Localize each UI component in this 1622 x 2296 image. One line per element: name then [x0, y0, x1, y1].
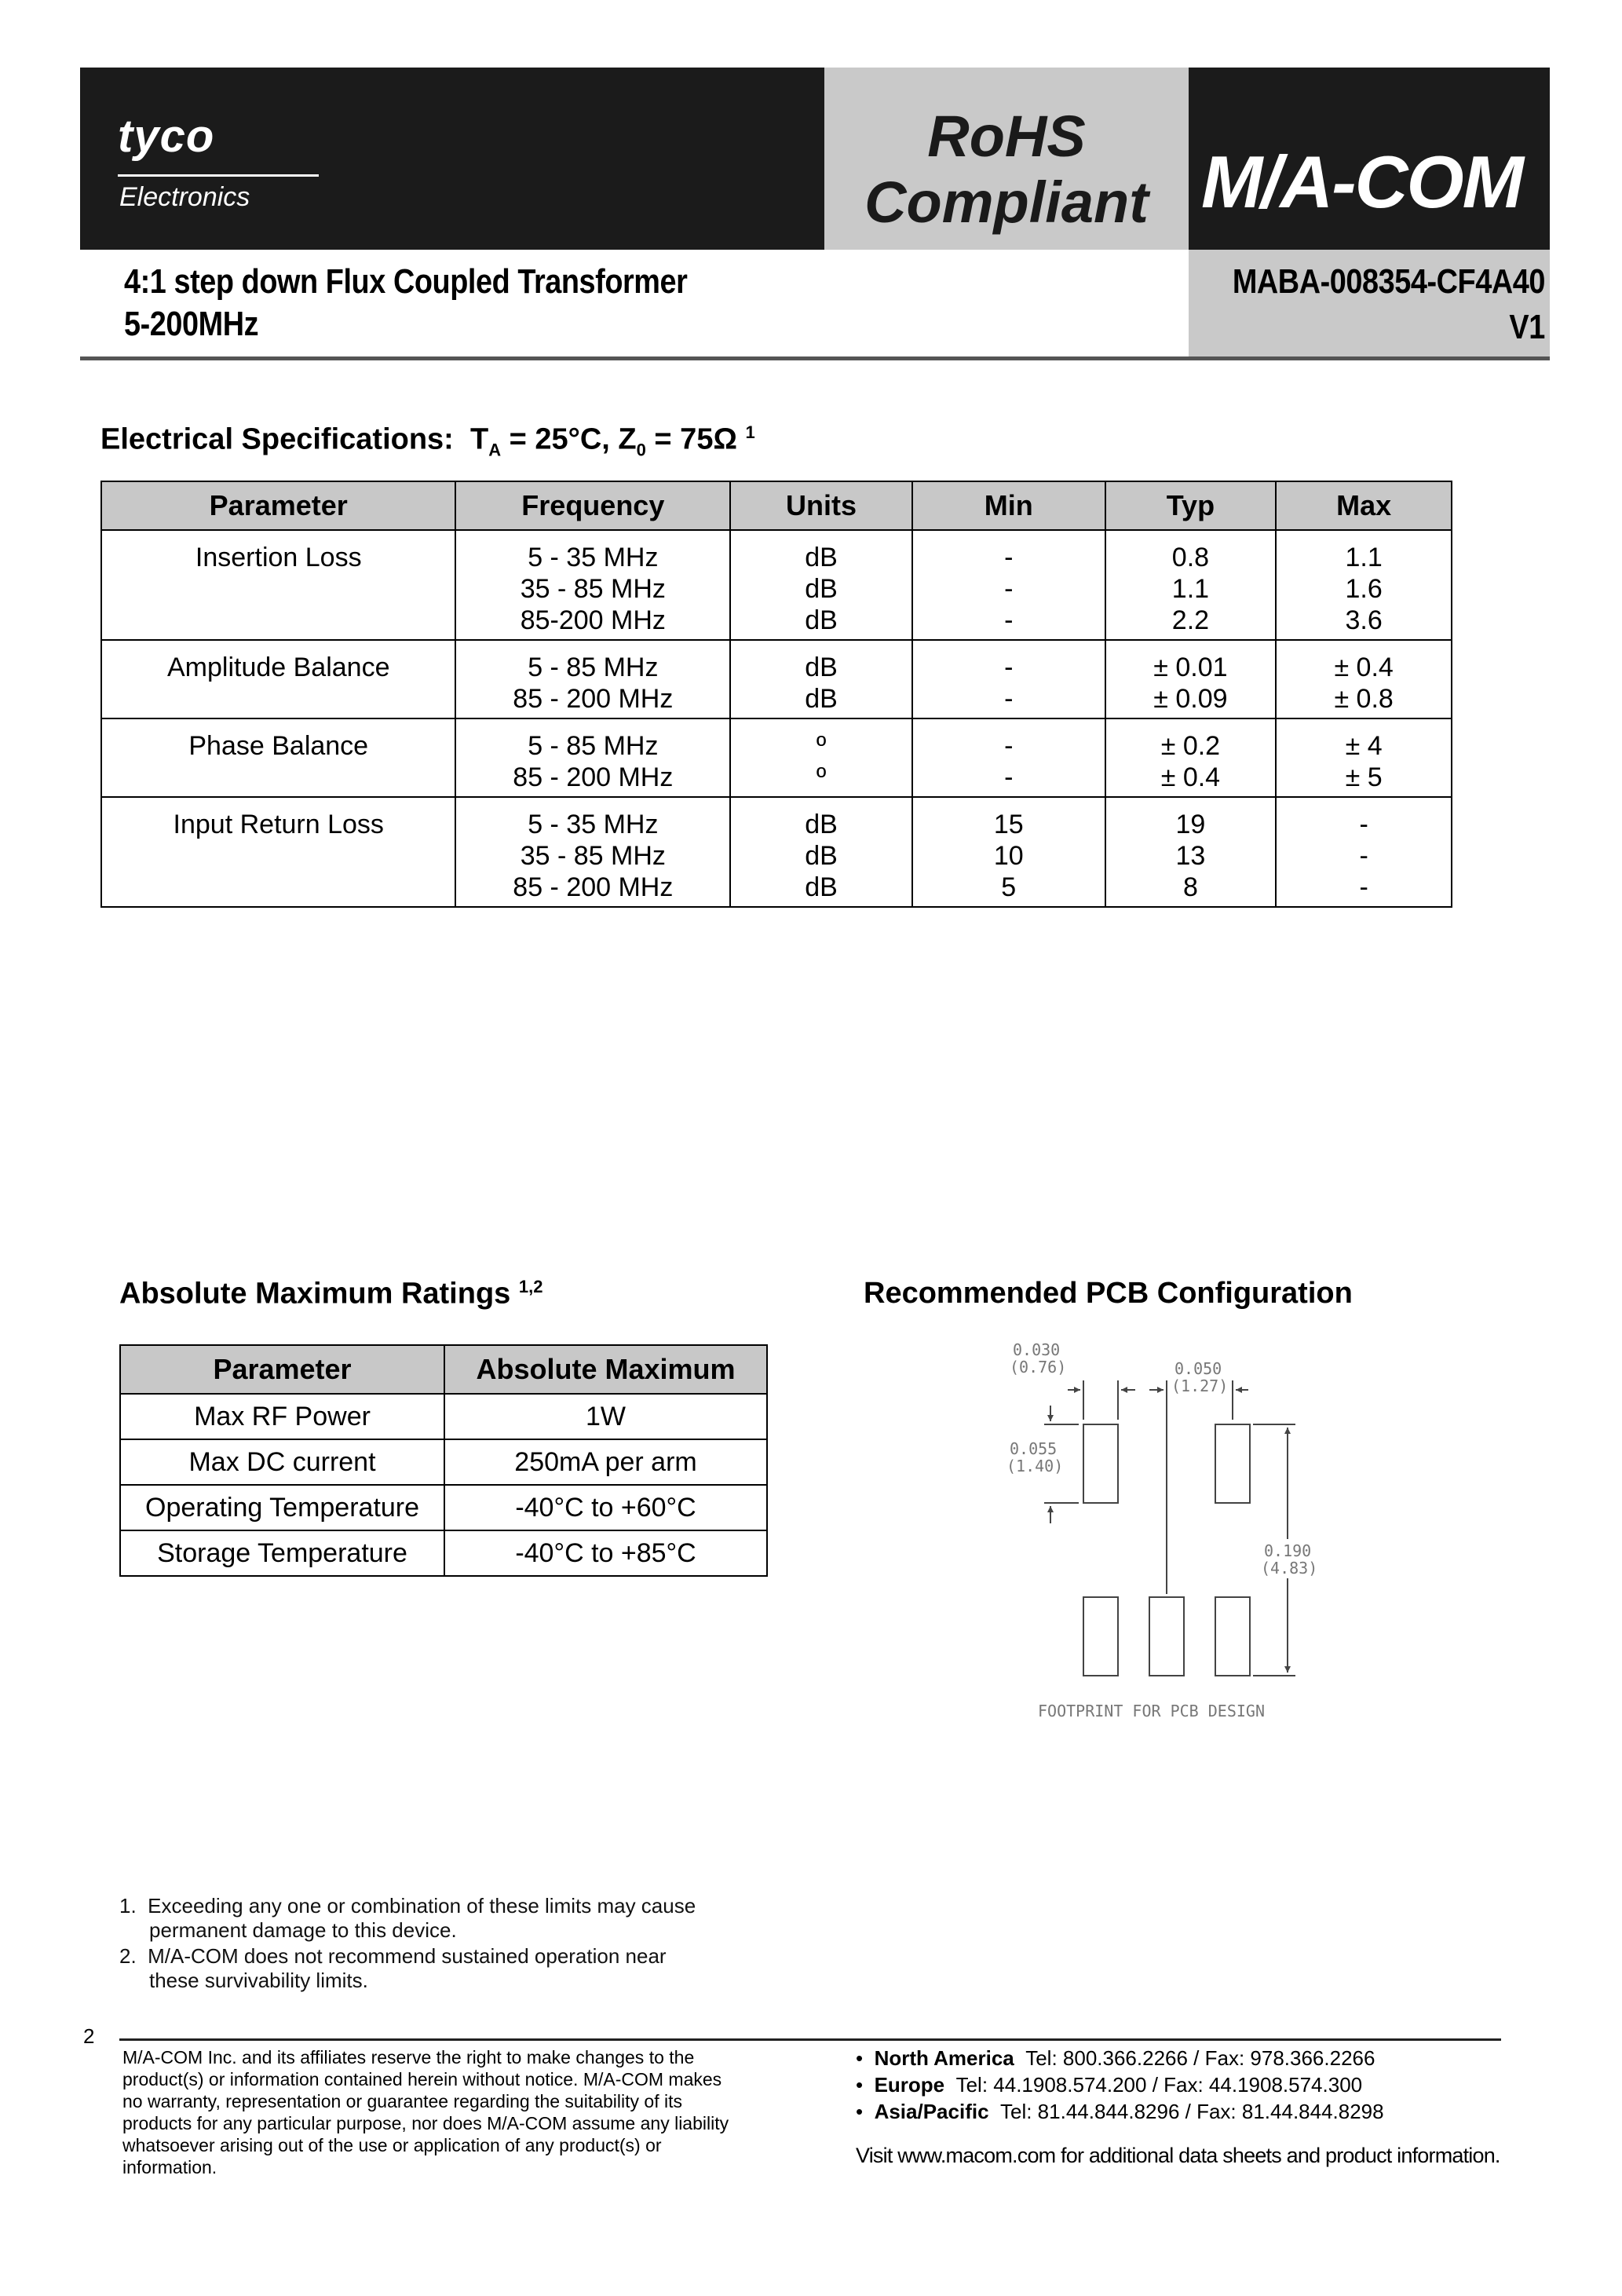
rohs-panel-strip [824, 240, 1189, 250]
condition-impedance-subscript: 0 [636, 440, 646, 460]
contact-info: Tel: 44.1908.574.200 / Fax: 44.1908.574.300 [955, 2073, 1363, 2097]
pad-bottom-right [1215, 1597, 1250, 1676]
col-header-frequency: Frequency [455, 481, 730, 530]
col-header-typ: Typ [1105, 481, 1277, 530]
contact-europe: • Europe Tel: 44.1908.574.200 / Fax: 44.1908.574.300 [856, 2073, 1363, 2097]
param-cell: Insertion Loss [101, 530, 455, 640]
page-number: 2 [83, 2024, 95, 2048]
macom-logo: M/A-COM [1201, 141, 1522, 223]
part-number: MABA-008354-CF4A40 [1232, 262, 1545, 301]
note-number: 1. [119, 1894, 137, 1918]
note-text: M/A-COM does not recommend sustained operation near [148, 1944, 667, 1968]
disclaimer-line: M/A-COM Inc. and its affiliates reserve the right to make changes to the [122, 2047, 695, 2067]
frequency-cell: 5 - 85 MHz 85 - 200 MHz [455, 640, 730, 718]
frequency-cell: 5 - 85 MHz 85 - 200 MHz [455, 718, 730, 797]
dim-pad-height-in: 0.055 [1010, 1439, 1058, 1458]
typ-cell: ± 0.2 ± 0.4 [1105, 718, 1277, 797]
footer-rule [119, 2038, 1501, 2041]
dim-span-in: 0.190 [1264, 1541, 1312, 1560]
footnote-ref: 1 [745, 422, 755, 442]
table-row [101, 718, 1452, 797]
dim-pad-pitch-mm: (1.27) [1171, 1377, 1229, 1395]
disclaimer-line: whatsoever arising out of the use or application of any product(s) or [122, 2135, 662, 2155]
param-cell: Input Return Loss [101, 797, 455, 907]
amr-value-cell: -40°C to +60°C [444, 1485, 767, 1530]
col-header-parameter: Parameter [101, 481, 455, 530]
table-row [101, 530, 1452, 640]
condition-temp-symbol: T [469, 422, 489, 456]
header-rule [80, 356, 1550, 360]
pcb-caption: FOOTPRINT FOR PCB DESIGN [1038, 1702, 1265, 1720]
pad-top-left [1083, 1424, 1118, 1503]
amr-heading [119, 1277, 542, 1311]
condition-temp-subscript: A [488, 440, 502, 460]
units-cell: dB dB [730, 640, 912, 718]
contact-north-america: • North America Tel: 800.366.2266 / Fax: 978.366.2266 [856, 2046, 1375, 2070]
max-cell: ± 0.4 ± 0.8 [1276, 640, 1452, 718]
units-cell: dB dB dB [730, 797, 912, 907]
contact-region: North America [874, 2046, 1014, 2070]
pcb-heading: Recommended PCB Configuration [864, 1277, 1353, 1310]
contact-region: Asia/Pacific [874, 2100, 989, 2123]
table-row [120, 1439, 767, 1485]
units-cell: º º [730, 718, 912, 797]
amr-table [119, 1344, 768, 1577]
frequency-cell: 5 - 35 MHz 35 - 85 MHz 85-200 MHz [455, 530, 730, 640]
rohs-label-line2: Compliant [864, 170, 1149, 235]
amr-title: Absolute Maximum Ratings [119, 1277, 511, 1311]
min-cell: - - [912, 718, 1105, 797]
tyco-logo: tyco [118, 111, 215, 162]
table-row [101, 640, 1452, 718]
note-1 [119, 1894, 696, 1943]
contact-region: Europe [874, 2073, 945, 2097]
rohs-label-line1: RoHS [927, 104, 1086, 169]
amr-value-cell: 250mA per arm [444, 1439, 767, 1485]
typ-cell: 19 13 8 [1105, 797, 1277, 907]
max-cell: 1.1 1.6 3.6 [1276, 530, 1452, 640]
dim-pad-height-mm: (1.40) [1006, 1457, 1064, 1475]
amr-param-cell: Max DC current [120, 1439, 444, 1485]
min-cell: - - [912, 640, 1105, 718]
product-title: 4:1 step down Flux Coupled Transformer [124, 262, 688, 301]
amr-header-row [120, 1345, 767, 1394]
amr-footnote-ref: 1,2 [518, 1277, 543, 1296]
amr-col-absolute-maximum: Absolute Maximum [444, 1345, 767, 1394]
col-header-min: Min [912, 481, 1105, 530]
pad-bottom-center [1149, 1597, 1184, 1676]
electrical-spec-table [100, 481, 1452, 908]
amr-value-cell: 1W [444, 1394, 767, 1439]
min-cell: - - - [912, 530, 1105, 640]
tyco-logo-rule [118, 174, 319, 177]
max-cell: ± 4 ± 5 [1276, 718, 1452, 797]
condition-temp-value: = 25°C, Z [501, 422, 637, 456]
note-text-cont: permanent damage to this device. [149, 1918, 457, 1942]
pcb-footprint-drawing [997, 1335, 1318, 1743]
amr-param-cell: Operating Temperature [120, 1485, 444, 1530]
amr-param-cell: Max RF Power [120, 1394, 444, 1439]
contact-asia-pacific: • Asia/Pacific Tel: 81.44.844.8296 / Fax: 81.44.844.8298 [856, 2100, 1384, 2123]
condition-impedance-value: = 75Ω [645, 422, 737, 456]
dim-pad-width-in: 0.030 [1013, 1340, 1061, 1359]
units-cell: dB dB dB [730, 530, 912, 640]
dim-span-mm: (4.83) [1261, 1559, 1318, 1578]
table-row [120, 1485, 767, 1530]
tyco-logo-subtitle: Electronics [119, 182, 250, 212]
dim-pad-width-mm: (0.76) [1010, 1358, 1067, 1377]
min-cell: 15 10 5 [912, 797, 1105, 907]
footer-visit-link[interactable]: Visit www.macom.com for additional data sheets and product information. [856, 2144, 1500, 2167]
typ-cell: 0.8 1.1 2.2 [1105, 530, 1277, 640]
disclaimer-line: no warranty, representation or guarantee regarding the suitability of its [122, 2091, 682, 2111]
pad-bottom-left [1083, 1597, 1118, 1676]
amr-col-parameter: Parameter [120, 1345, 444, 1394]
col-header-units: Units [730, 481, 912, 530]
electrical-spec-heading [100, 422, 755, 460]
electrical-spec-title: Electrical Specifications: [100, 422, 454, 456]
contact-info: Tel: 800.366.2266 / Fax: 978.366.2266 [1025, 2046, 1375, 2070]
note-number: 2. [119, 1944, 137, 1968]
max-cell: - - - [1276, 797, 1452, 907]
footer-disclaimer [122, 2046, 782, 2178]
dim-pad-pitch-in: 0.050 [1174, 1359, 1222, 1378]
disclaimer-line: information. [122, 2157, 217, 2177]
table-header-row [101, 481, 1452, 530]
frequency-cell: 5 - 35 MHz 35 - 85 MHz 85 - 200 MHz [455, 797, 730, 907]
typ-cell: ± 0.01 ± 0.09 [1105, 640, 1277, 718]
pad-top-right [1215, 1424, 1250, 1503]
table-row [120, 1530, 767, 1576]
disclaimer-line: products for any particular purpose, nor does M/A-COM assume any liability [122, 2113, 729, 2133]
amr-value-cell: -40°C to +85°C [444, 1530, 767, 1576]
contact-info: Tel: 81.44.844.8296 / Fax: 81.44.844.8298 [1000, 2100, 1384, 2123]
note-text: Exceeding any one or combination of these limits may cause [148, 1894, 696, 1918]
product-frequency-range: 5-200MHz [124, 305, 259, 343]
note-2 [119, 1944, 667, 1993]
col-header-max: Max [1276, 481, 1452, 530]
param-cell: Amplitude Balance [101, 640, 455, 718]
amr-param-cell: Storage Temperature [120, 1530, 444, 1576]
version-label: V1 [1509, 308, 1545, 346]
param-cell: Phase Balance [101, 718, 455, 797]
disclaimer-line: product(s) or information contained herein without notice. M/A-COM makes [122, 2069, 722, 2089]
table-row [101, 797, 1452, 907]
table-row [120, 1394, 767, 1439]
note-text-cont: these survivability limits. [149, 1969, 368, 1992]
